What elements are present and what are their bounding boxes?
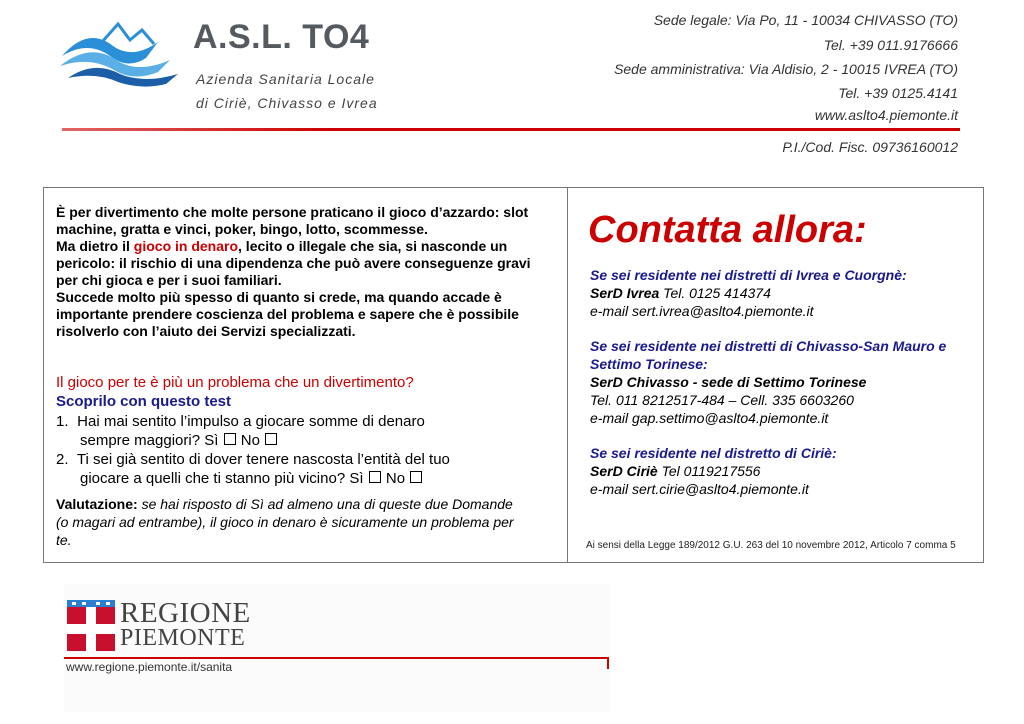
contact-ivrea	[590, 266, 975, 320]
contact-cirie	[590, 444, 975, 498]
regione-website[interactable]: www.regione.piemonte.it/sanita	[66, 660, 233, 674]
partita-iva: P.I./Cod. Fisc. 09736160012	[782, 139, 958, 155]
valutazione-label: Valutazione:	[56, 496, 138, 512]
yes-label: Sì	[204, 432, 219, 449]
quiz-item-1	[56, 412, 536, 450]
intro-paragraph-2	[56, 238, 556, 289]
regione-divider-end	[607, 657, 609, 669]
contact-chivasso-heading: Se sei residente nei distretti di Chivasso-San Mauro e Settimo Torinese:	[590, 338, 947, 372]
contact-cirie-heading: Se sei residente nel distretto di Ciriè:	[590, 445, 837, 461]
checkbox-q1-no[interactable]	[265, 433, 277, 445]
checkbox-q1-yes[interactable]	[224, 433, 236, 445]
contact-title: Contatta allora:	[588, 209, 867, 251]
asl-logo-icon	[58, 20, 183, 88]
contact-ivrea-name: SerD Ivrea	[590, 285, 660, 301]
intro-text	[56, 204, 556, 340]
quiz-item-1-text-cont: sempre maggiori?	[80, 432, 201, 449]
column-divider	[567, 187, 568, 563]
contact-chivasso	[590, 337, 975, 427]
address-tel-2: Tel. +39 0125.4141	[838, 85, 958, 101]
quiz-item-2-number: 2.	[56, 451, 69, 468]
address-website: www.aslto4.piemonte.it	[814, 107, 958, 123]
legal-note: Ai sensi della Legge 189/2012 G.U. 263 del 10 novembre 2012, Articolo 7 comma 5	[586, 540, 956, 551]
contact-chivasso-phone[interactable]: Tel. 011 8212517-484 – Cell. 335 6603260	[590, 392, 854, 408]
quiz-item-1-number: 1.	[56, 413, 69, 430]
contact-ivrea-phone[interactable]: Tel. 0125 414374	[659, 285, 771, 301]
quiz-item-2-text-cont: giocare a quelli che ti stanno più vicino?	[80, 470, 346, 487]
address-sede-legale: Sede legale: Via Po, 11 - 10034 CHIVASSO (TO)	[653, 12, 958, 28]
intro-highlight: gioco in denaro	[133, 238, 239, 254]
quiz-item-2	[56, 450, 536, 488]
contact-cirie-email[interactable]: e-mail sert.cirie@aslto4.piemonte.it	[590, 481, 809, 497]
checkbox-q2-no[interactable]	[410, 471, 422, 483]
contact-ivrea-heading: Se sei residente nei distretti di Ivrea e Cuorgnè:	[590, 267, 907, 283]
quiz-question: Il gioco per te è più un problema che un divertimento?	[56, 374, 414, 391]
header-divider	[62, 128, 960, 131]
no-label: No	[240, 432, 260, 449]
quiz-item-1-text: Hai mai sentito l’impulso a giocare somme di denaro	[77, 413, 425, 430]
valutazione-text	[56, 495, 526, 549]
quiz-item-2-text: Ti sei già sentito di dover tenere nascosta l’entità del tuo	[76, 451, 450, 468]
no-label: No	[385, 470, 406, 487]
quiz-subtitle: Scoprilo con questo test	[56, 393, 232, 410]
asl-title: A.S.L. TO4	[193, 18, 370, 56]
regione-piemonte-shield-icon	[66, 600, 116, 652]
regione-divider	[64, 657, 608, 659]
checkbox-q2-yes[interactable]	[369, 471, 381, 483]
address-sede-amministrativa: Sede amministrativa: Via Aldisio, 2 - 10015 IVREA (TO)	[614, 61, 958, 77]
contact-chivasso-email[interactable]: e-mail gap.settimo@aslto4.piemonte.it	[590, 410, 829, 426]
intro-p2-start: Ma dietro il	[56, 238, 134, 254]
yes-label: Sì	[349, 470, 364, 487]
contact-ivrea-email[interactable]: e-mail sert.ivrea@aslto4.piemonte.it	[590, 303, 814, 319]
address-tel-1: Tel. +39 011.9176666	[823, 37, 958, 53]
asl-subtitle-2: di Ciriè, Chivasso e Ivrea	[196, 95, 378, 111]
asl-subtitle-1: Azienda Sanitaria Locale	[196, 71, 375, 87]
contact-cirie-name: SerD Ciriè	[590, 463, 658, 479]
contact-chivasso-name: SerD Chivasso - sede di Settimo Torinese	[590, 374, 867, 390]
intro-paragraph-1: È per divertimento che molte persone praticano il gioco d’azzardo: slot machine, gratta e vinci, poker, bingo, lotto, scommesse.	[56, 204, 529, 237]
intro-p2-end: , lecito o illegale che sia, si nasconde un pericolo: il rischio di una dipendenza che può avere conseguenze gravi per chi gioca e per i suoi familiari.	[56, 238, 531, 288]
contact-cirie-phone[interactable]: Tel 0119217556	[657, 463, 761, 479]
valutazione-body: se hai risposto di Sì ad almeno una di queste due Domande (o magari ad entrambe), il gioco in denaro è sicuramente un problema per te.	[56, 496, 514, 548]
regione-name-line1: REGIONE	[120, 597, 251, 629]
regione-name-line2: PIEMONTE	[120, 625, 246, 651]
intro-paragraph-3: Succede molto più spesso di quanto si crede, ma quando accade è importante prendere coscienza del problema e sapere che è possibile risolverlo con l’aiuto dei Servizi specializzati.	[56, 289, 519, 339]
